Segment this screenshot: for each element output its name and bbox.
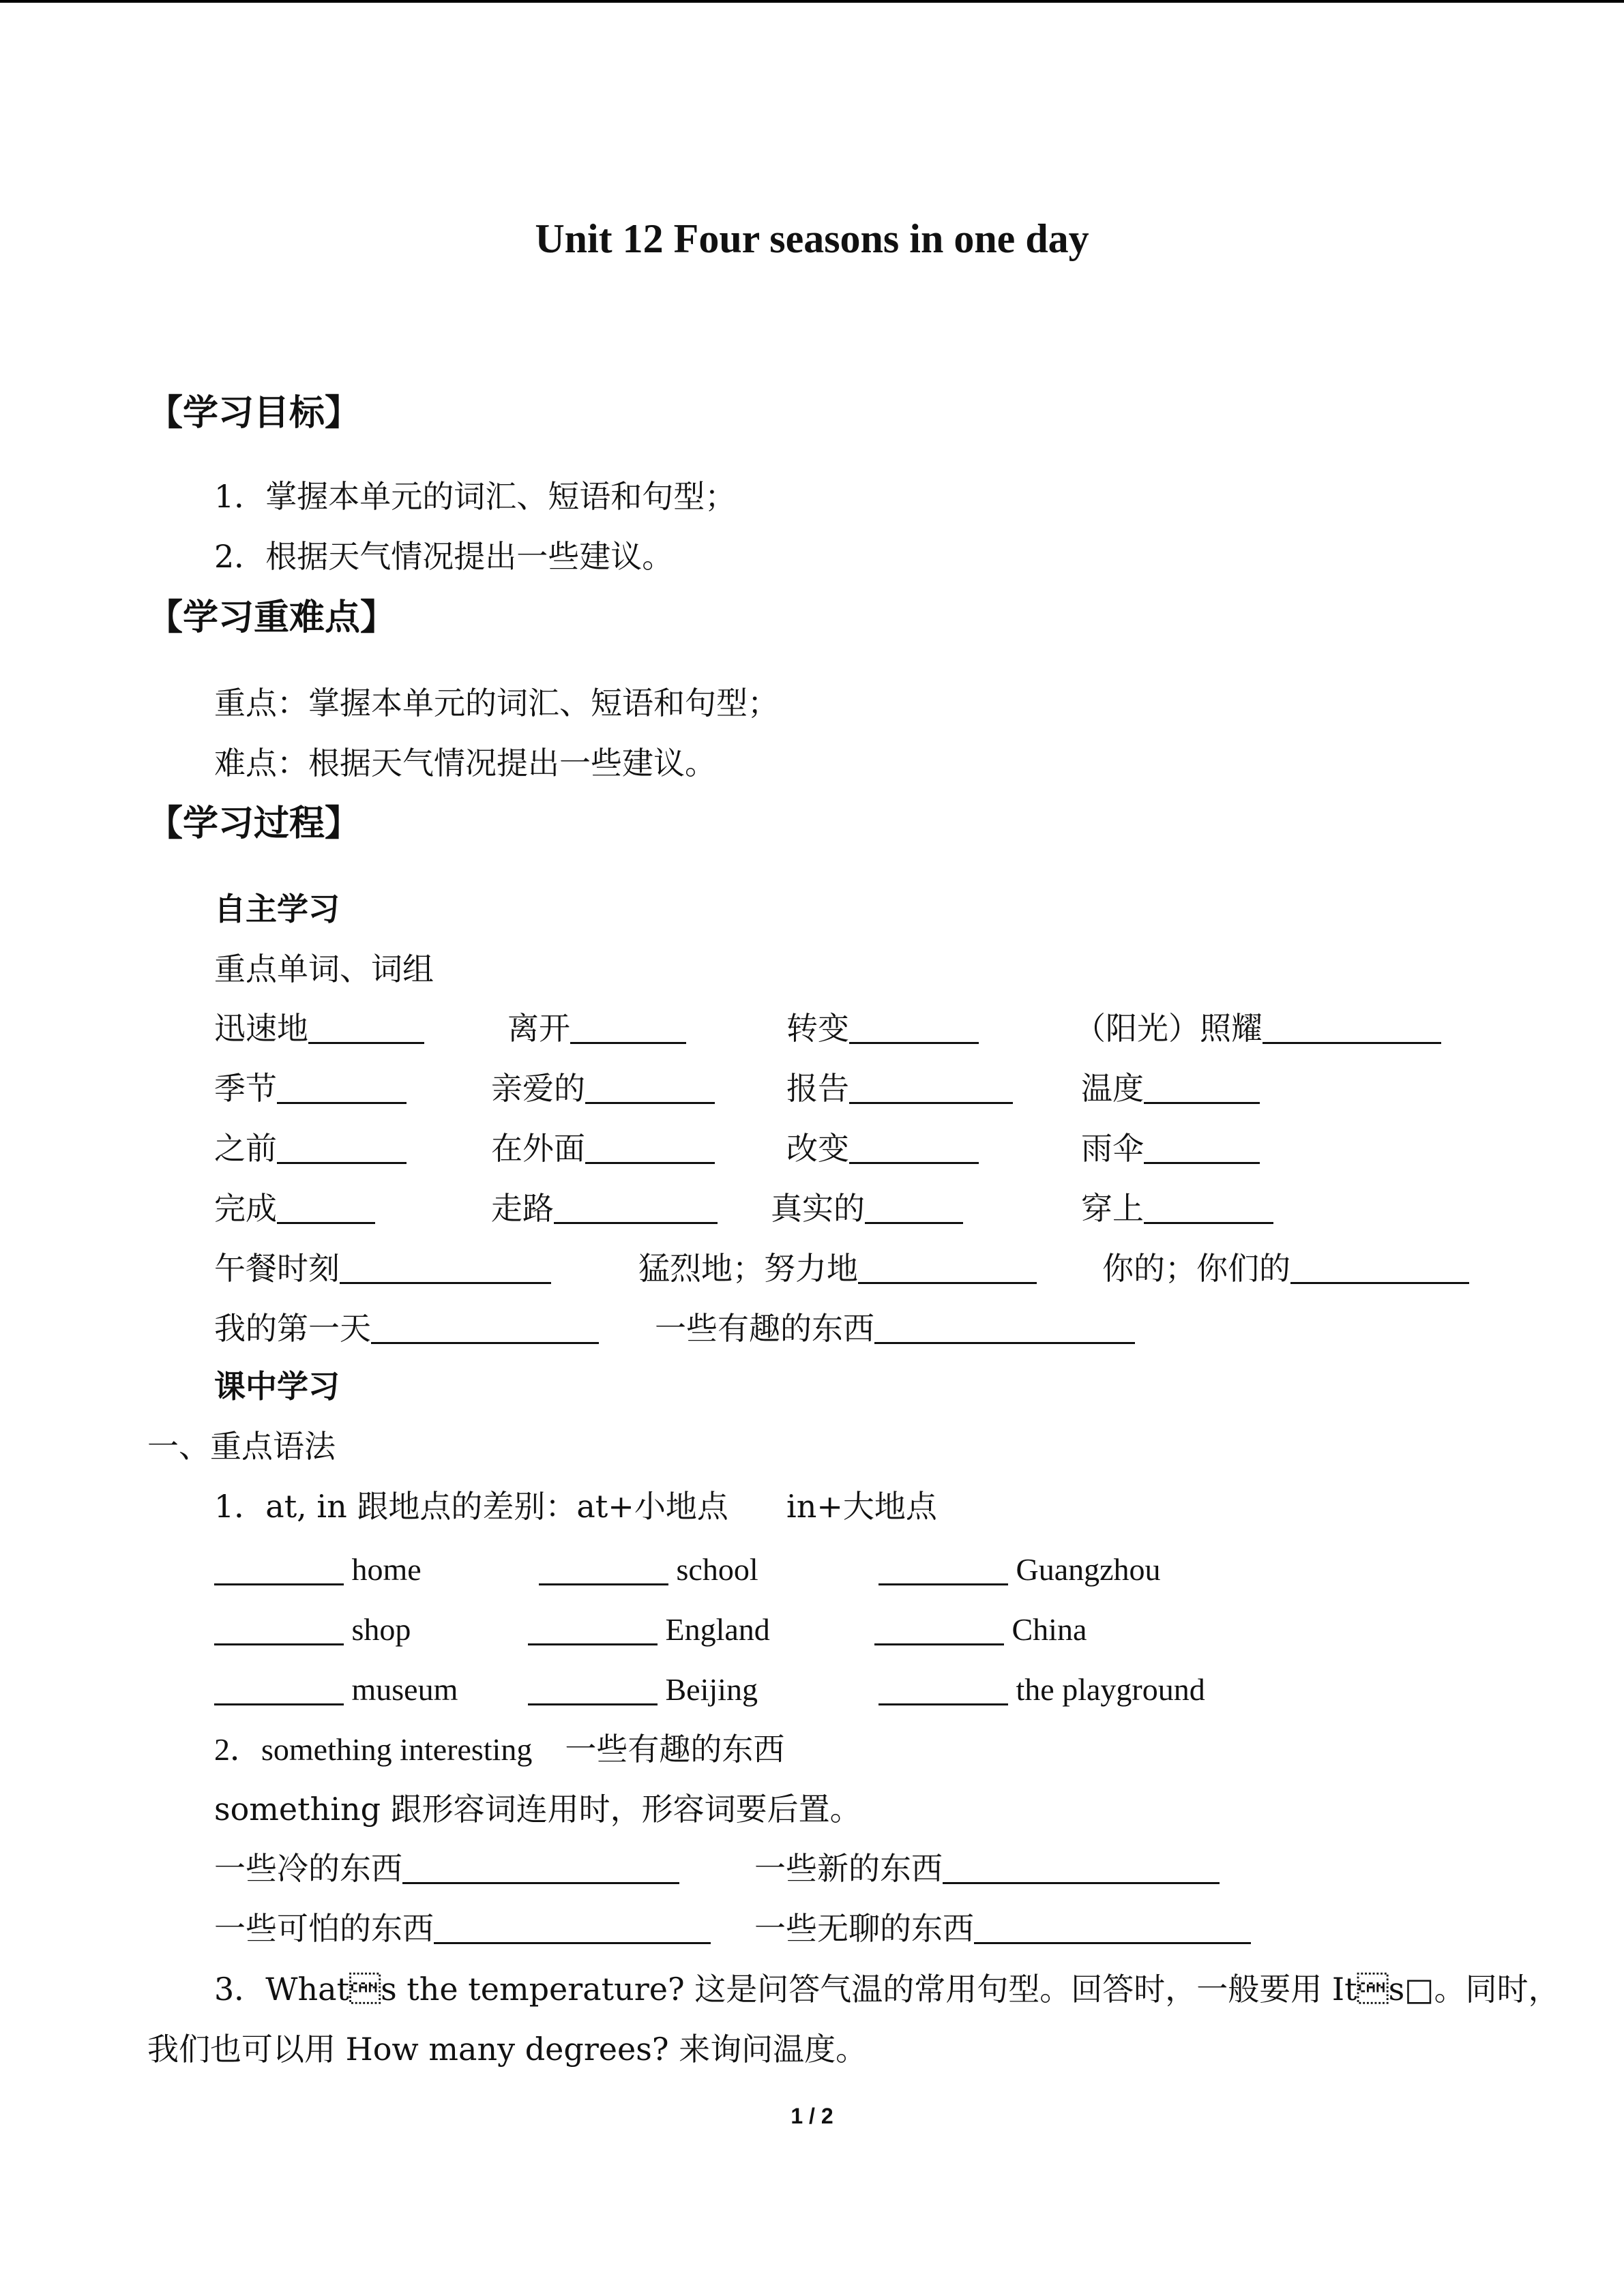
answer-blank[interactable] [865, 1192, 963, 1224]
place-item: China [874, 1613, 1087, 1645]
answer-blank[interactable] [1263, 1012, 1441, 1044]
vocab-item: 穿上 [1081, 1192, 1273, 1224]
answer-blank[interactable] [858, 1252, 1037, 1284]
vocab-item: 报告 [786, 1072, 1013, 1104]
place-item: shop [214, 1613, 411, 1645]
place-item: home [214, 1553, 422, 1585]
answer-blank[interactable] [570, 1012, 686, 1044]
answer-blank[interactable] [371, 1312, 599, 1344]
grammar-point-2: 2．something interesting 一些有趣的东西 [214, 1731, 785, 1768]
vocab-heading: 重点单词、词组 [214, 951, 434, 987]
phrase-item: 一些新的东西 [754, 1852, 1220, 1884]
vocab-item: 转变 [786, 1012, 979, 1044]
answer-blank[interactable] [943, 1852, 1220, 1884]
vocab-item: 你的；你们的 [1102, 1252, 1469, 1284]
place-item: museum [214, 1673, 458, 1705]
grammar-point-1-b: in+大地点 [786, 1488, 937, 1525]
vocab-item: 亲爱的 [491, 1072, 715, 1104]
vocab-item: （阳光）照耀 [1074, 1012, 1441, 1044]
answer-blank[interactable] [554, 1192, 718, 1224]
keypoint-item-2: 难点：根据天气情况提出一些建议。 [214, 745, 716, 781]
vocab-item: 之前 [214, 1132, 407, 1164]
grammar-point-3-line1: 3．Whats the temperature? 这是问答气温的常用句型。回答时，一般要用 Its□。同时， [214, 1971, 1560, 2008]
place-item: Beijing [528, 1673, 758, 1705]
goals-heading: 【学习目标】 [147, 393, 361, 434]
answer-blank[interactable] [585, 1072, 715, 1104]
vocab-item: 在外面 [491, 1132, 715, 1164]
answer-blank[interactable] [585, 1132, 715, 1164]
vocab-item: 雨伞 [1081, 1132, 1260, 1164]
vocab-item: 午餐时刻 [214, 1252, 551, 1284]
answer-blank[interactable] [214, 1613, 344, 1645]
answer-blank[interactable] [539, 1553, 668, 1585]
vocab-item: 迅速地 [214, 1012, 424, 1044]
answer-blank[interactable] [849, 1132, 979, 1164]
answer-blank[interactable] [214, 1553, 344, 1585]
phrase-item: 一些无聊的东西 [754, 1912, 1251, 1944]
answer-blank[interactable] [874, 1613, 1004, 1645]
answer-blank[interactable] [277, 1132, 407, 1164]
vocab-item: 离开 [507, 1012, 686, 1044]
place-item: Guangzhou [879, 1553, 1161, 1585]
answer-blank[interactable] [528, 1613, 658, 1645]
place-item: England [528, 1613, 770, 1645]
grammar-heading: 一、重点语法 [147, 1428, 336, 1465]
answer-blank[interactable] [340, 1252, 551, 1284]
answer-blank[interactable] [1144, 1072, 1260, 1104]
vocab-item: 真实的 [771, 1192, 963, 1224]
page-top-border [0, 0, 1624, 3]
keypoint-item-1: 重点：掌握本单元的词汇、短语和句型； [214, 685, 779, 721]
answer-blank[interactable] [277, 1072, 407, 1104]
page-title: Unit 12 Four seasons in one day [535, 216, 1089, 261]
phrase-item: 一些可怕的东西 [214, 1912, 711, 1944]
keypoints-heading: 【学习重难点】 [147, 597, 396, 638]
goal-item-1: 1．掌握本单元的词汇、短语和句型； [214, 478, 737, 515]
answer-blank[interactable] [974, 1912, 1251, 1944]
answer-blank[interactable] [879, 1553, 1008, 1585]
grammar-point-2-note: something 跟形容词连用时，形容词要后置。 [214, 1791, 861, 1828]
answer-blank[interactable] [528, 1673, 658, 1705]
answer-blank[interactable] [849, 1012, 979, 1044]
self-study-heading: 自主学习 [214, 891, 340, 927]
vocab-item: 温度 [1081, 1072, 1260, 1104]
goal-item-2: 2．根据天气情况提出一些建议。 [214, 538, 674, 575]
answer-blank[interactable] [874, 1312, 1135, 1344]
answer-blank[interactable] [277, 1192, 375, 1224]
vocab-item: 我的第一天 [214, 1312, 599, 1344]
vocab-item: 季节 [214, 1072, 407, 1104]
vocab-item: 完成 [214, 1192, 375, 1224]
page-number: 1 / 2 [791, 2104, 833, 2128]
vocab-item: 走路 [491, 1192, 718, 1224]
vocab-item: 改变 [786, 1132, 979, 1164]
answer-blank[interactable] [1144, 1192, 1273, 1224]
answer-blank[interactable] [402, 1852, 679, 1884]
answer-blank[interactable] [214, 1673, 344, 1705]
grammar-point-3-line2: 我们也可以用 How many degrees? 来询问温度。 [147, 2031, 868, 2068]
grammar-point-1: 1．at, in 跟地点的差别：at+小地点 [214, 1488, 728, 1525]
vocab-item: 猛烈地；努力地 [638, 1252, 1037, 1284]
answer-blank[interactable] [434, 1912, 711, 1944]
place-item: school [539, 1553, 758, 1585]
answer-blank[interactable] [1290, 1252, 1469, 1284]
phrase-item: 一些冷的东西 [214, 1852, 679, 1884]
answer-blank[interactable] [1144, 1132, 1260, 1164]
answer-blank[interactable] [308, 1012, 424, 1044]
answer-blank[interactable] [879, 1673, 1008, 1705]
class-study-heading: 课中学习 [214, 1368, 340, 1405]
process-heading: 【学习过程】 [147, 803, 361, 844]
vocab-item: 一些有趣的东西 [655, 1312, 1135, 1344]
answer-blank[interactable] [849, 1072, 1013, 1104]
place-item: the playground [879, 1673, 1205, 1705]
